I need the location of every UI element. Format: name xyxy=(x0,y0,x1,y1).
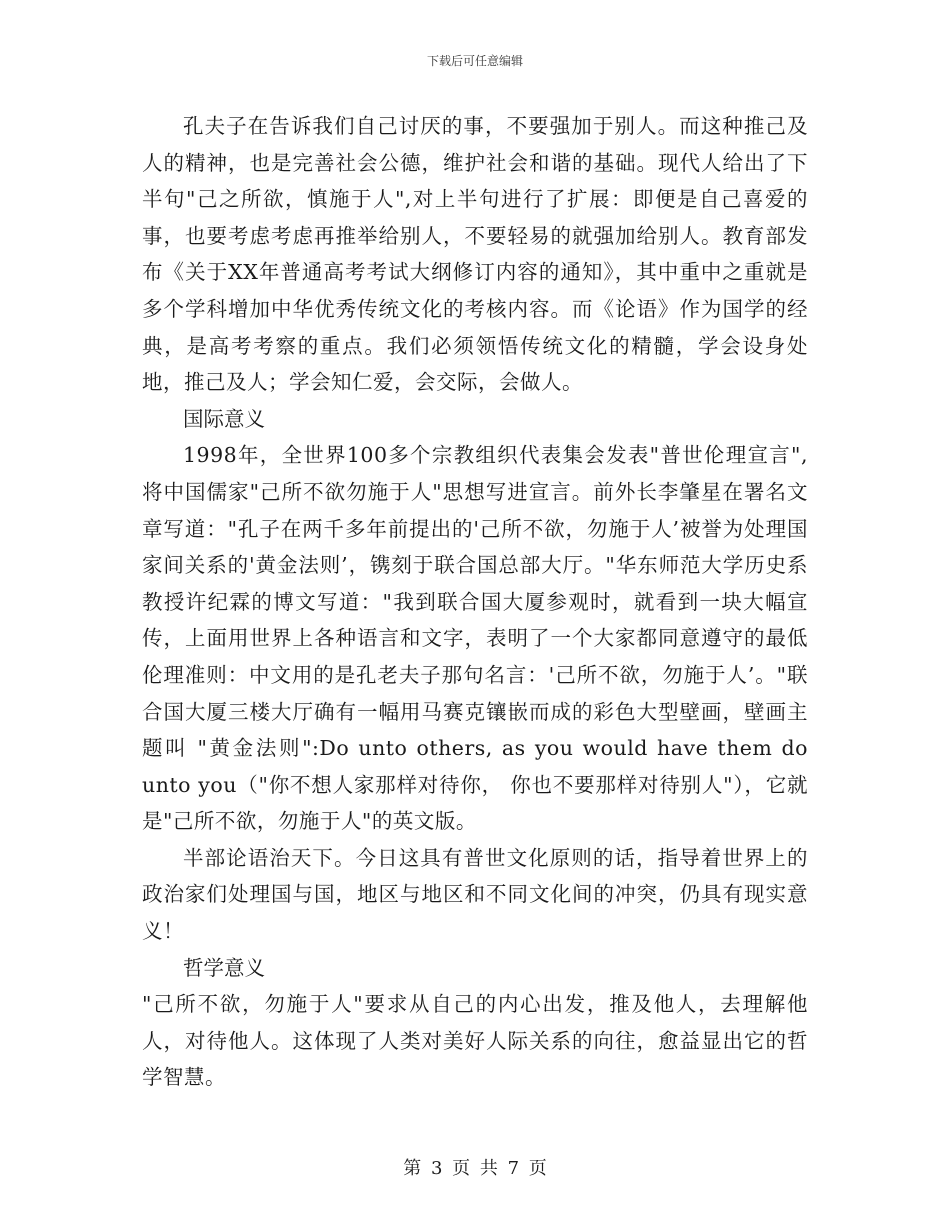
page-header: 下载后可任意编辑 xyxy=(426,54,523,68)
paragraph-international-significance: 1998年，全世界100多个宗教组织代表集会发表"普世伦理宣言",将中国儒家"己所不欲勿施于人"思想写进宣言。前外长李肇星在署名文章写道："孔子在两千多年前提出的'己所不欲，勿施于人’被誉为处理国家间关系的'黄金法则’，镌刻于联合国总部大厅。"华东师范大学历史系教授许纪霖的博文写道："我到联合国大厦参观时，就看到一块大幅宣传，上面用世界上各种语言和文字，表明了一个大家都同意遵守的最低伦理准则：中文用的是孔老夫子那句名言：'己所不欲，勿施于人’。"联合国大厦三楼大厅确有一幅用马赛克镶嵌而成的彩色大型壁画，壁画主题叫 "黄金法则":Do unto others, as you would have them do unto you（"你不想人家那样对待你， 你也不要那样对待别人"），它就是"己所不欲，勿施于人"的英文版。 xyxy=(142,443,808,834)
paragraph-confucius-principle: 孔夫子在告诉我们自己讨厌的事，不要强加于别人。而这种推己及人的精神，也是完善社会公德，维护社会和谐的基础。现代人给出了下半句"己之所欲，慎施于人",对上半句进行了扩展：即便是自己喜爱的事，也要考虑考虑再推举给别人，不要轻易的就强加给别人。教育部发布《关于XX年普通高考考试大纲修订内容的通知》，其中重中之重就是多个学科增加中华优秀传统文化的考核内容。而《论语》作为国学的经典，是高考考察的重点。我们必须领悟传统文化的精髓，学会设身处地，推己及人；学会知仁爱，会交际，会做人。 xyxy=(142,114,808,395)
paragraph-governance: 半部论语治天下。今日这具有普世文化原则的话，指导着世界上的政治家们处理国与国，地区与地区和不同文化间的冲突，仍具有现实意义！ xyxy=(142,845,808,944)
section-heading-international: 国际意义 xyxy=(183,406,265,431)
document-body xyxy=(142,108,808,1096)
page-number: 第 3 页 共 7 页 xyxy=(403,1158,547,1179)
section-heading-philosophy: 哲学意义 xyxy=(183,955,265,980)
paragraph-philosophical-significance: "己所不欲，勿施于人"要求从自己的内心出发，推及他人，去理解他人，对待他人。这体现了人类对美好人际关系的向往，愈益显出它的哲学智慧。 xyxy=(142,992,808,1090)
